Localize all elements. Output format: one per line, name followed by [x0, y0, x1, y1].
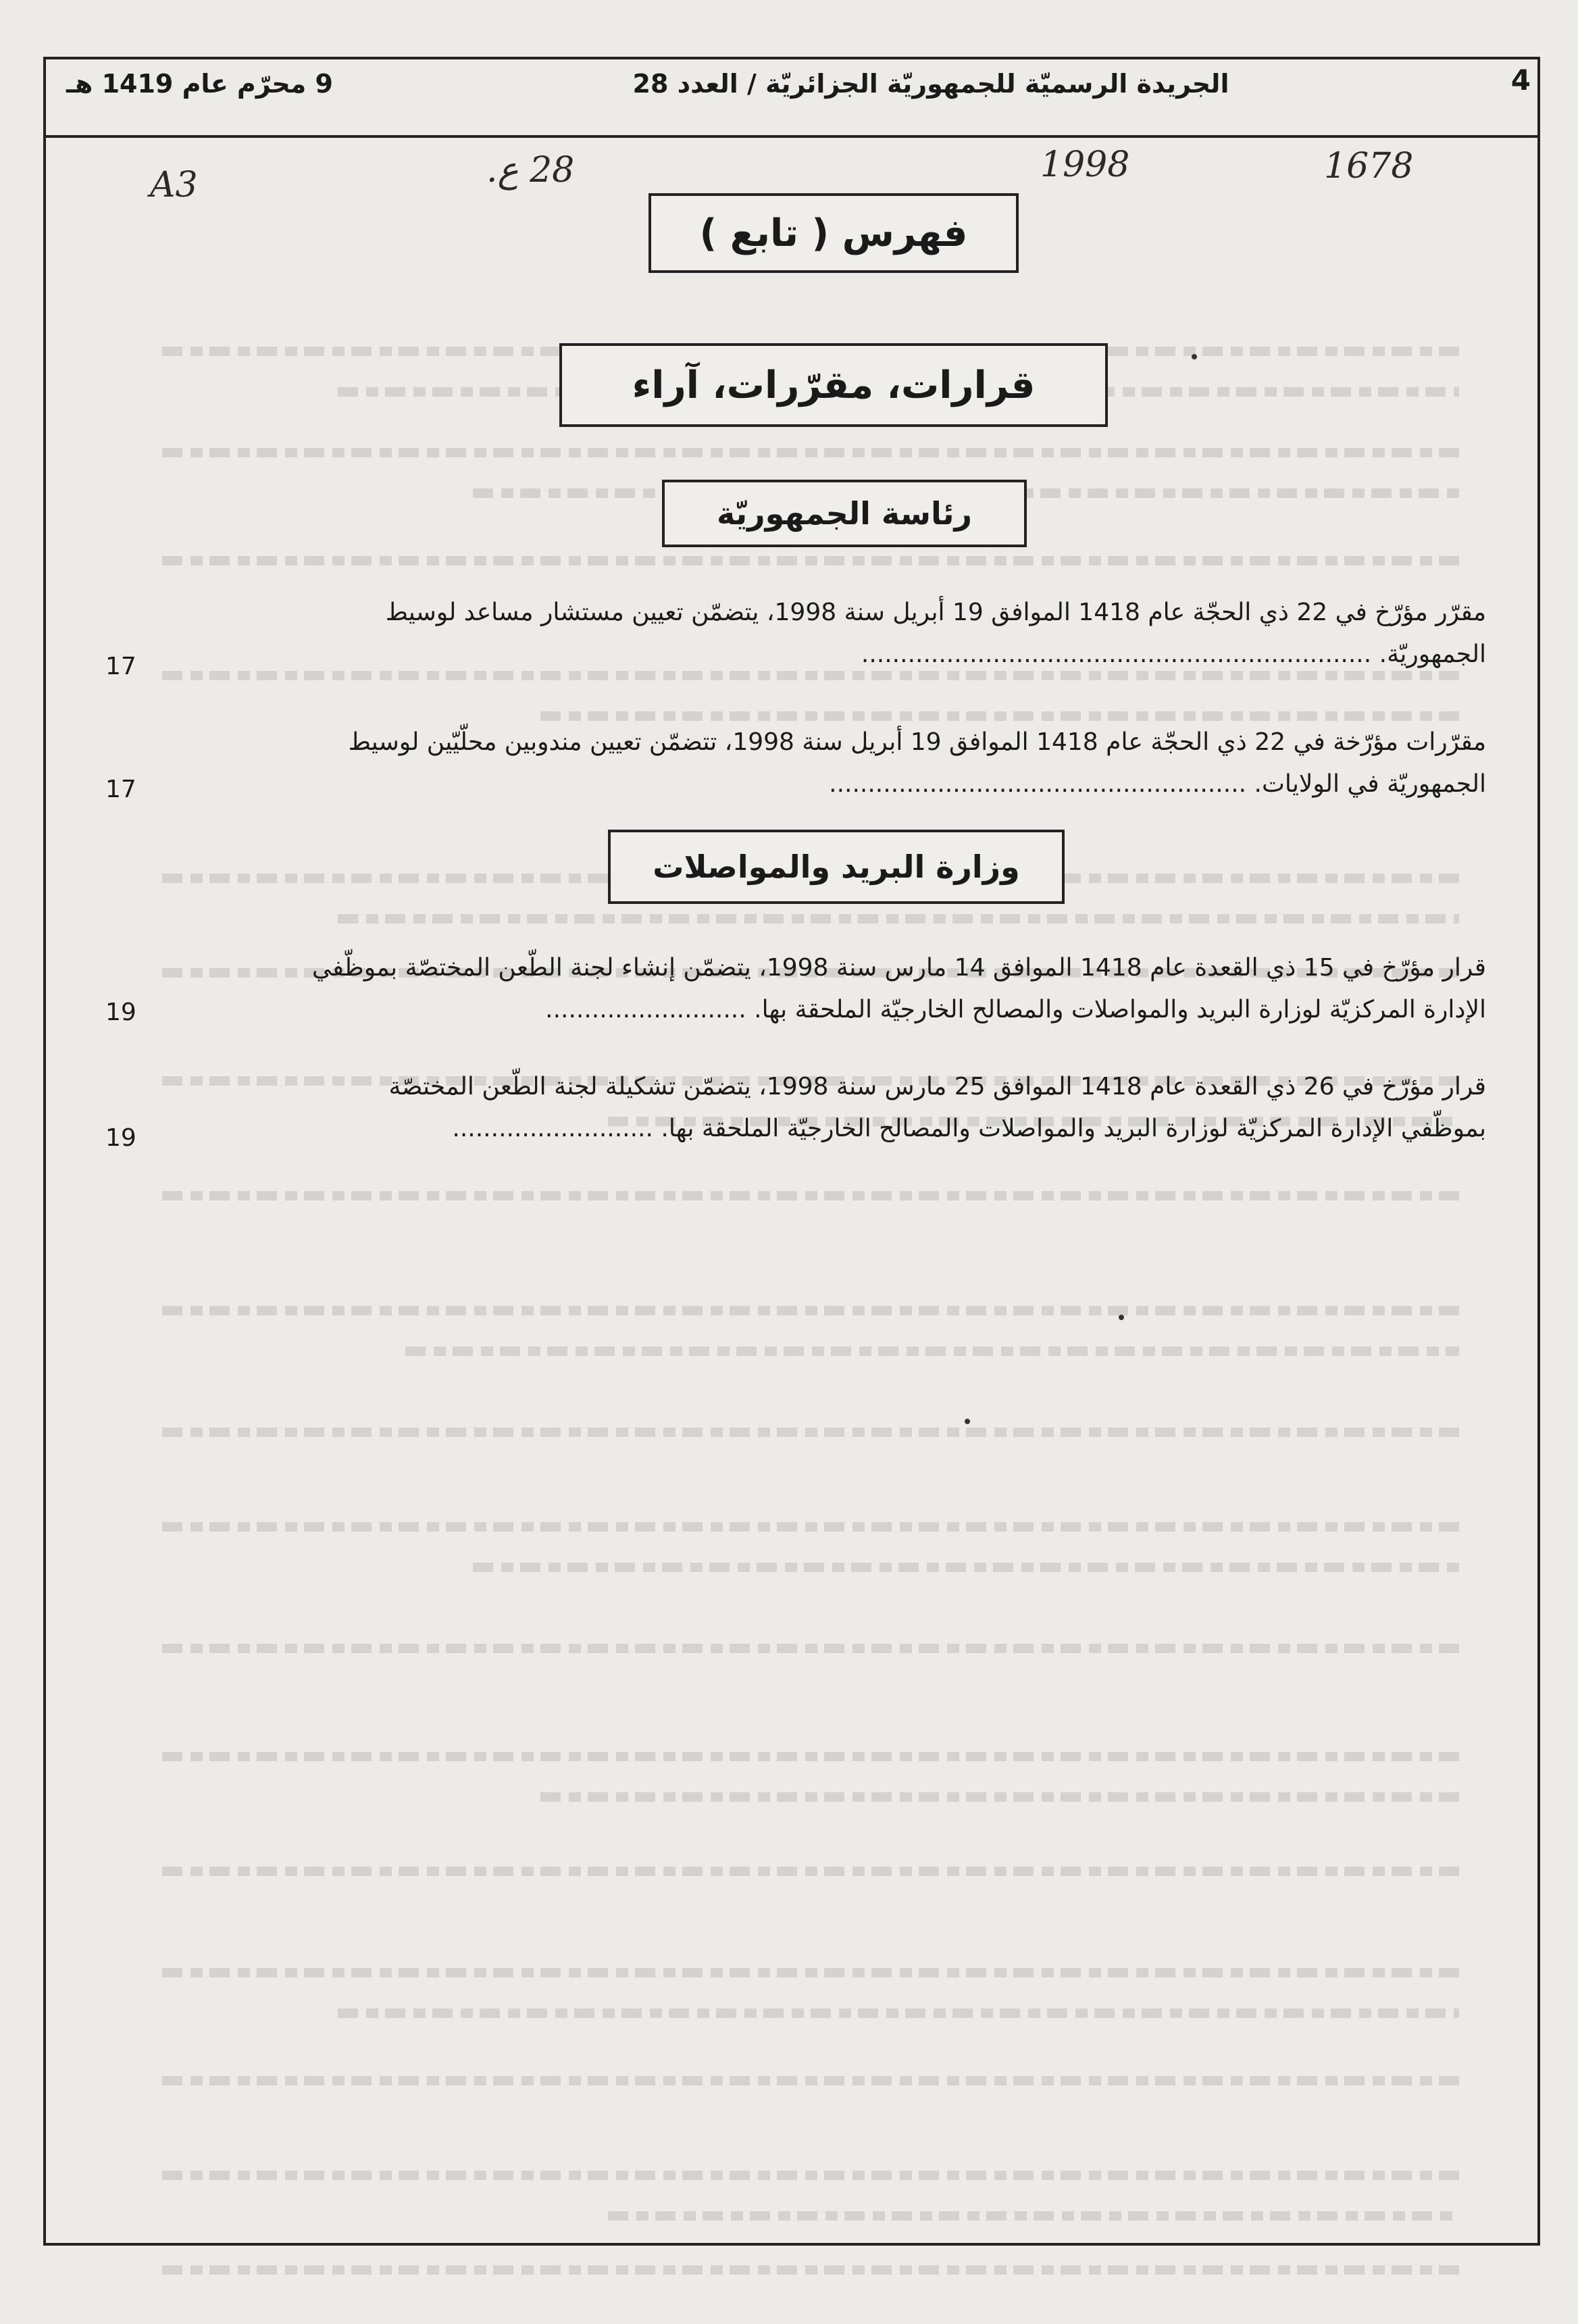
index-entry	[149, 1066, 1486, 1150]
entry-text-continued: الجمهوريّة.	[1379, 640, 1486, 668]
ink-speck	[965, 1419, 970, 1424]
index-entry	[149, 722, 1486, 805]
handwritten-code-right: 1678	[1324, 146, 1414, 186]
entry-text-continued: بموظّفي الإدارة المركزيّة لوزارة البريد والمواصلات والمصالح الخارجيّة الملحقة بها.	[661, 1115, 1486, 1142]
leader-dots: ..........................	[452, 1115, 653, 1142]
decisions-section-title: قرارات، مقرّرات، آراء	[559, 343, 1108, 427]
presidency-section-title: رئاسة الجمهوريّة	[662, 480, 1027, 547]
entry-text-continued: الإدارة المركزيّة لوزارة البريد والمواصلات والمصالح الخارجيّة الملحقة بها.	[754, 996, 1486, 1024]
entry-text: قرار مؤرّخ في 15 ذي القعدة عام 1418 الموافق 14 مارس سنة 1998، يتضمّن إنشاء لجنة الطّعن المختصّة بموظّفي	[311, 954, 1486, 982]
journal-title: الجريدة الرسميّة للجمهوريّة الجزائريّة / العدد 28	[632, 69, 1229, 99]
entry-text-continued: الجمهوريّة في الولايات.	[1254, 770, 1486, 798]
page-number: 4	[1510, 64, 1531, 97]
entry-page-number: 19	[105, 999, 136, 1026]
ink-speck	[1119, 1315, 1124, 1320]
entry-text: مقرّرات مؤرّخة في 22 ذي الحجّة عام 1418 الموافق 19 أبريل سنة 1998، تتضمّن تعيين مندوبين محلّيّين لوسيط	[348, 728, 1486, 756]
entry-page-number: 19	[105, 1124, 136, 1152]
index-entry	[149, 947, 1486, 1031]
leader-dots: ..................................................................	[861, 640, 1372, 668]
entry-text: مقرّر مؤرّخ في 22 ذي الحجّة عام 1418 الموافق 19 أبريل سنة 1998، يتضمّن تعيين مستشار مساعد لوسيط	[385, 599, 1486, 626]
handwritten-year: 1998	[1040, 145, 1130, 185]
entry-text: قرار مؤرّخ في 26 ذي القعدة عام 1418 الموافق 25 مارس سنة 1998، يتضمّن تشكيلة لجنة الطّعن المختصّة	[388, 1073, 1486, 1101]
page-header	[46, 59, 1537, 138]
handwritten-issue-ref: 28 ع.	[486, 150, 575, 191]
ink-speck	[1192, 354, 1197, 359]
leader-dots: ..........................	[545, 996, 746, 1024]
leader-dots: ......................................................	[829, 770, 1247, 798]
index-entry	[149, 592, 1486, 676]
entry-page-number: 17	[105, 776, 136, 803]
handwritten-code-left: A3	[150, 165, 198, 205]
entry-page-number: 17	[105, 653, 136, 680]
index-continued-title: فهرس ( تابع )	[648, 193, 1019, 273]
post-ministry-section-title: وزارة البريد والمواصلات	[608, 830, 1065, 904]
issue-date: 9 محرّم عام 1419 هـ	[66, 69, 333, 99]
